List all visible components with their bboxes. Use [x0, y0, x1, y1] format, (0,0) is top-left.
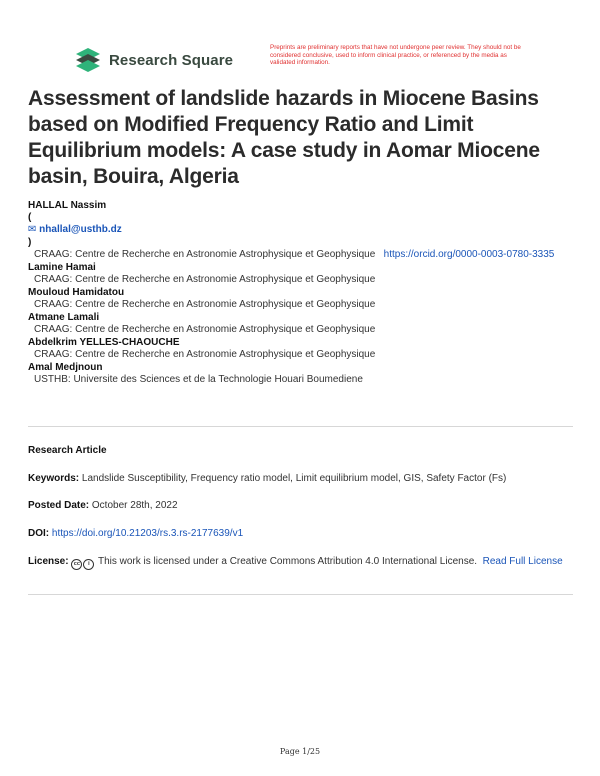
license-label: License: — [28, 556, 69, 567]
preprint-disclaimer: Preprints are preliminary reports that have not undergone peer review. They should not be considered conclusive, used to inform clinical practice, or referenced by the media as validated information. — [270, 44, 521, 67]
author-entry — [28, 311, 573, 336]
author-entry — [28, 361, 573, 386]
attribution-icon: i — [83, 559, 94, 570]
author-affiliation: CRAAG: Centre de Recherche en Astronomie Astrophysique et Geophysique — [34, 348, 376, 360]
license-text: This work is licensed under a Creative Commons Attribution 4.0 International License. — [97, 556, 478, 567]
author-name: Lamine Hamai — [28, 262, 96, 274]
doi-link[interactable]: https://doi.org/10.21203/rs.3.rs-2177639/v1 — [51, 528, 244, 539]
keywords-label: Keywords: — [28, 473, 80, 484]
article-type: Research Article — [28, 445, 107, 456]
author-name: Atmane Lamali — [28, 311, 100, 323]
author-affiliation: CRAAG: Centre de Recherche en Astronomie Astrophysique et Geophysique — [34, 324, 376, 336]
posted-date-label: Posted Date: — [28, 500, 90, 511]
posted-date-line — [28, 499, 573, 513]
author-entry — [28, 262, 573, 287]
page-number: Page 1/25 — [279, 747, 321, 756]
author-affiliation: CRAAG: Centre de Recherche en Astronomie Astrophysique et Geophysique — [34, 299, 376, 311]
doi-label: DOI: — [28, 528, 50, 539]
brand-name: Research Square — [109, 51, 234, 69]
orcid-link[interactable]: https://orcid.org/0000-0003-0780-3335 — [383, 249, 555, 261]
posted-date-value: October 28th, 2022 — [91, 500, 178, 511]
author-entry — [28, 336, 573, 361]
divider — [28, 594, 573, 595]
read-full-license-link[interactable]: Read Full License — [482, 556, 563, 567]
author-affiliation: USTHB: Universite des Sciences et de la Technologie Houari Boumediene — [34, 373, 363, 385]
research-square-logo[interactable] — [74, 48, 233, 72]
author-affiliation: CRAAG: Centre de Recherche en Astronomie Astrophysique et Geophysique https://orcid.org/0000-0003-0780-3335 — [34, 249, 555, 261]
author-name: Amal Medjnoun — [28, 361, 103, 373]
creative-commons-icon: cc — [71, 559, 82, 570]
author-name: Abdelkrim YELLES-CHAOUCHE — [28, 336, 180, 348]
author-name: Mouloud Hamidatou — [28, 286, 125, 298]
author-entry — [28, 286, 573, 311]
header — [0, 44, 600, 78]
divider — [28, 426, 573, 427]
author-email-link[interactable]: ✉ nhallal@usthb.dz — [28, 224, 122, 236]
envelope-icon: ✉ — [28, 224, 37, 236]
keywords-line — [28, 472, 573, 486]
research-square-logo-icon — [74, 48, 102, 72]
paper-title: Assessment of landslide hazards in Miocene Basins based on Modified Frequency Ratio and Limit Equilibrium models: A case study in Aomar Miocene basin, Bouira, Algeria — [28, 87, 540, 188]
author-name: HALLAL Nassim — [28, 199, 107, 211]
author-list — [28, 199, 573, 386]
keywords-value: Landslide Susceptibility, Frequency ratio model, Limit equilibrium model, GIS, Safety Factor (Fs) — [81, 473, 507, 484]
author-affiliation: CRAAG: Centre de Recherche en Astronomie Astrophysique et Geophysique — [34, 274, 376, 286]
doi-line — [28, 527, 573, 541]
license-line — [28, 555, 573, 570]
author-entry: HALLAL Nassim ( ✉ nhallal@usthb.dz ) CRAAG: Centre de Recherche en Astronomie Astrophysique et Geophysique https://orcid.org/0000-0003-0780-3335 — [28, 199, 573, 262]
